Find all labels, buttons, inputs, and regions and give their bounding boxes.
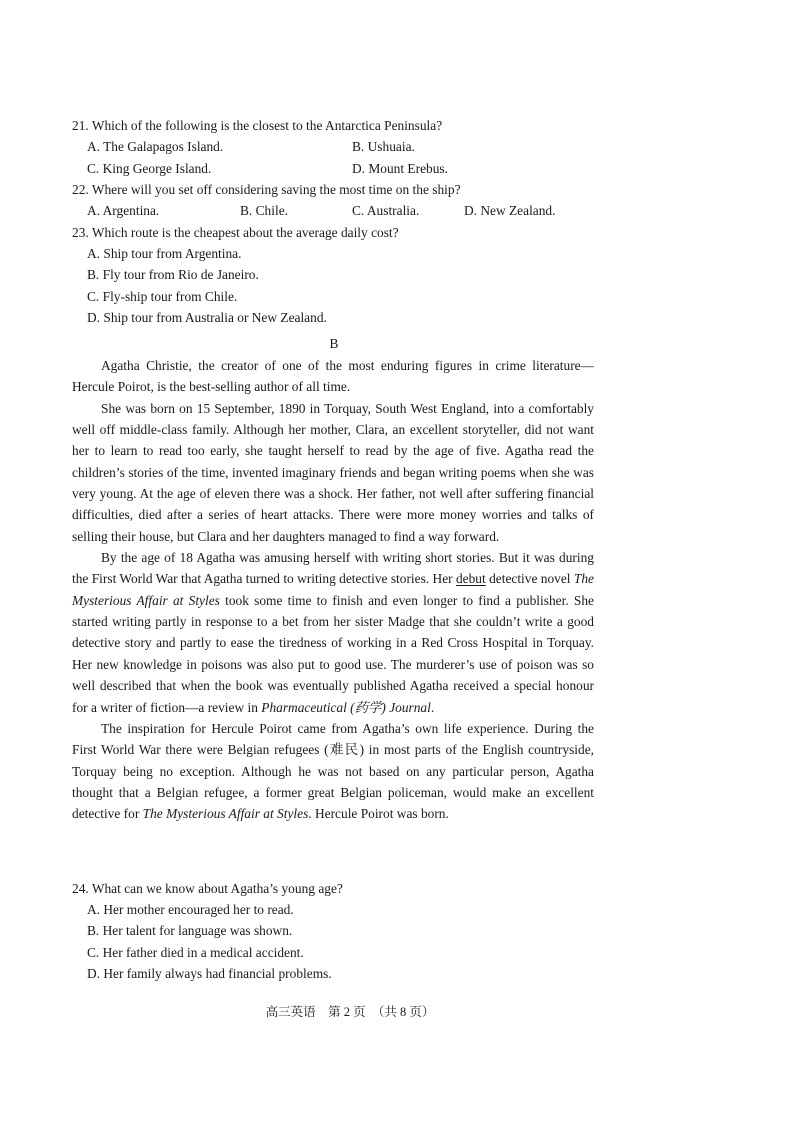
novel-title: The Mysterious Affair at Styles — [72, 571, 594, 608]
passage-paragraph-1: Agatha Christie, the creator of one of the most enduring figures in crime literature—Hercule Poirot, is the best-selling author of all time. — [72, 358, 594, 395]
paragraph-3-text-d: . — [430, 699, 435, 715]
question-24-stem: 24. What can we know about Agatha’s young age? — [72, 881, 343, 896]
question-24-option-d: D. Her family always had financial problems. — [87, 966, 332, 981]
question-21-stem: 21. Which of the following is the closest to the Antarctica Peninsula? — [72, 118, 443, 133]
question-23-option-d: D. Ship tour from Australia or New Zealand. — [87, 310, 327, 325]
question-23-option-b: B. Fly tour from Rio de Janeiro. — [87, 267, 259, 282]
question-22-option-c: C. Australia. — [352, 203, 420, 218]
page-number-label: 高三英语 第 2 页 （共 8 页） — [265, 1005, 435, 1019]
question-23-option-c: C. Fly-ship tour from Chile. — [87, 289, 238, 304]
question-22-option-a: A. Argentina. — [87, 203, 160, 218]
question-24-option-c: C. Her father died in a medical accident. — [87, 945, 304, 960]
question-22-stem: 22. Where will you set off considering saving the most time on the ship? — [72, 182, 461, 197]
question-24-option-a: A. Her mother encouraged her to read. — [87, 902, 294, 917]
passage-b — [72, 355, 594, 825]
question-22-option-b: B. Chile. — [240, 203, 288, 218]
novel-title-2: The Mysterious Affair at Styles — [142, 806, 309, 822]
question-23-option-a: A. Ship tour from Argentina. — [87, 246, 242, 261]
page-footer — [0, 1002, 794, 1020]
paragraph-3-text-b: detective novel — [485, 571, 574, 587]
section-b-heading — [0, 336, 794, 352]
question-21-option-c: C. King George Island. — [87, 161, 212, 176]
question-21-option-d: D. Mount Erebus. — [352, 161, 448, 176]
paragraph-3-text-c: took some time to finish and even longer to find a publisher. She started writing partly in response to a bet from her sister Madge that she couldn’t write a good detective story and partly to ease the tiredness of working in a Red Cross Hospital in Torquay. Her new knowledge in poisons was also put to good use. The murderer’s use of poison was so well described that when the book was eventually published Agatha received a special honour for a writer of fiction—a review in — [72, 592, 594, 715]
paragraph-3-text-a: By the age of 18 Agatha was amusing herself with writing short stories. But it was during the First World War that Agatha turned to writing detective stories. Her — [72, 550, 594, 587]
passage-paragraph-4 — [72, 718, 594, 825]
journal-title: Pharmaceutical (药学) Journal — [261, 699, 431, 715]
paragraph-4-text-a: The inspiration for Hercule Poirot came from Agatha’s own life experience. During the First World War there were Belgian refugees (难民) in most parts of the English countryside, Torquay being no exception. Although he was not based on any particular person, Agatha thought that a Belgian refugee, a former great Belgian policeman, would make an excellent detective for — [72, 720, 594, 822]
section-letter: B — [329, 336, 339, 351]
paragraph-4-text-b: . Hercule Poirot was born. — [308, 806, 449, 822]
question-21-option-a: A. The Galapagos Island. — [87, 139, 224, 154]
question-21-option-b: B. Ushuaia. — [352, 139, 415, 154]
passage-paragraph-2: She was born on 15 September, 1890 in Torquay, South West England, into a comfortably well off middle-class family. Although her mother, Clara, an excellent storyteller, did not want her to learn to read too early, she taught herself to read by the age of five. Agatha read the children’s stories of the time, invented imaginary friends and began writing poems when she was very young. At the age of eleven there was a shock. Her father, not well after suffering financial difficulties, died after a series of heart attacks. There were more money worries and talks of selling their house, but Clara and her daughters managed to find a way forward. — [72, 400, 594, 544]
question-24-option-b: B. Her talent for language was shown. — [87, 923, 293, 938]
underlined-word-debut: debut — [455, 571, 486, 587]
question-23-stem: 23. Which route is the cheapest about the average daily cost? — [72, 225, 399, 240]
question-22-option-d: D. New Zealand. — [464, 203, 556, 218]
passage-paragraph-3 — [72, 547, 594, 718]
